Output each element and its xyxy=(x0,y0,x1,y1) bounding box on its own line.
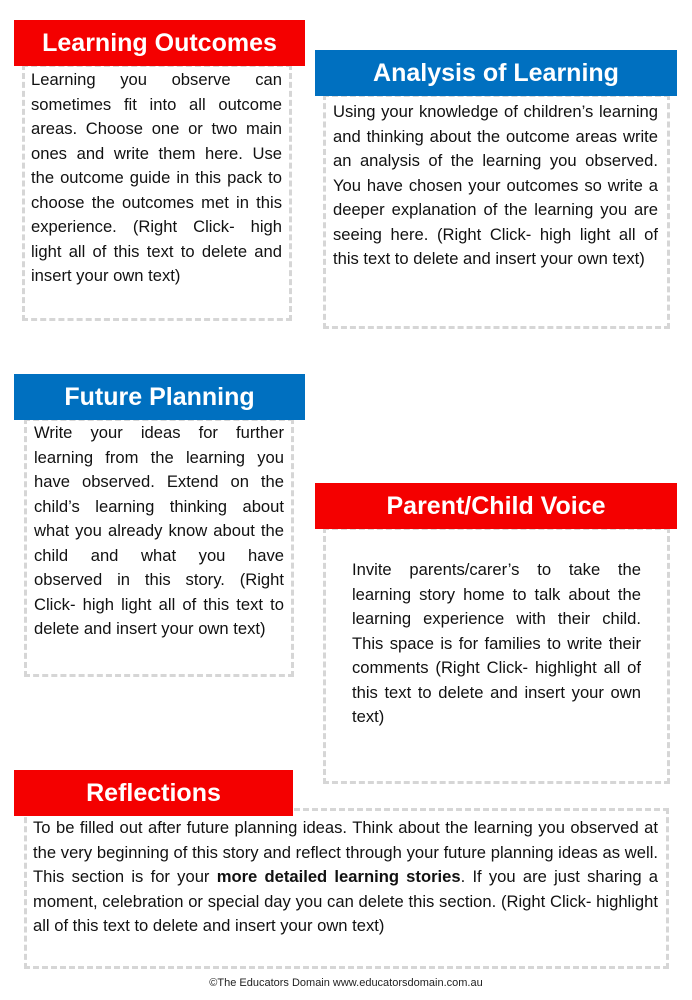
analysis-text[interactable]: Using your knowledge of children’s learning and thinking about the outcome areas write an analysis of the learning you observed. You have chosen your outcomes so write a deeper explanation of the learning you are seeing here. (Right Click- high light all of this text to delete and insert your own text) xyxy=(333,102,658,268)
learning-outcomes-text[interactable]: Learning you observe can sometimes fit into all outcome areas. Choose one or two main ones and write them here. Use the outcome guide in this pack to choose the outcomes met in this experience. (Right Click- high light all of this text to delete and insert your own text) xyxy=(31,70,282,285)
footer-copyright: ©The Educators Domain www.educatorsdomain.com.au xyxy=(209,977,483,989)
parent-child-voice-text[interactable]: Invite parents/carer’s to take the learning story home to talk about the learning experience with their child. This space is for families to write their comments (Right Click- highlight all of this text to delete and insert your own text) xyxy=(352,560,641,726)
analysis-header: Analysis of Learning xyxy=(315,50,677,96)
reflections-text-part: . If you are just sharing a moment, celebration or special day you can delete this section. (Right Click- highlight all of this text to delete and insert your own text) xyxy=(33,867,658,935)
reflections-bold-text: more detailed learning stories xyxy=(216,867,461,886)
reflections-header: Reflections xyxy=(14,770,293,816)
learning-outcomes-header: Learning Outcomes xyxy=(14,20,305,66)
future-planning-header: Future Planning xyxy=(14,374,305,420)
parent-child-voice-header: Parent/Child Voice xyxy=(315,483,677,529)
reflections-text-part: To be filled out after future planning ideas. Think about the learning you observed at the very beginning of this story and reflect through your future planning ideas as well. This section is for your xyxy=(33,818,658,886)
reflections-text[interactable] xyxy=(33,816,658,939)
future-planning-text[interactable]: Write your ideas for further learning from the learning you have observed. Extend on the child’s learning thinking about what you already know about the child and what you have observed in this story. (Right Click- high light all of this text to delete and insert your own text) xyxy=(34,423,284,638)
